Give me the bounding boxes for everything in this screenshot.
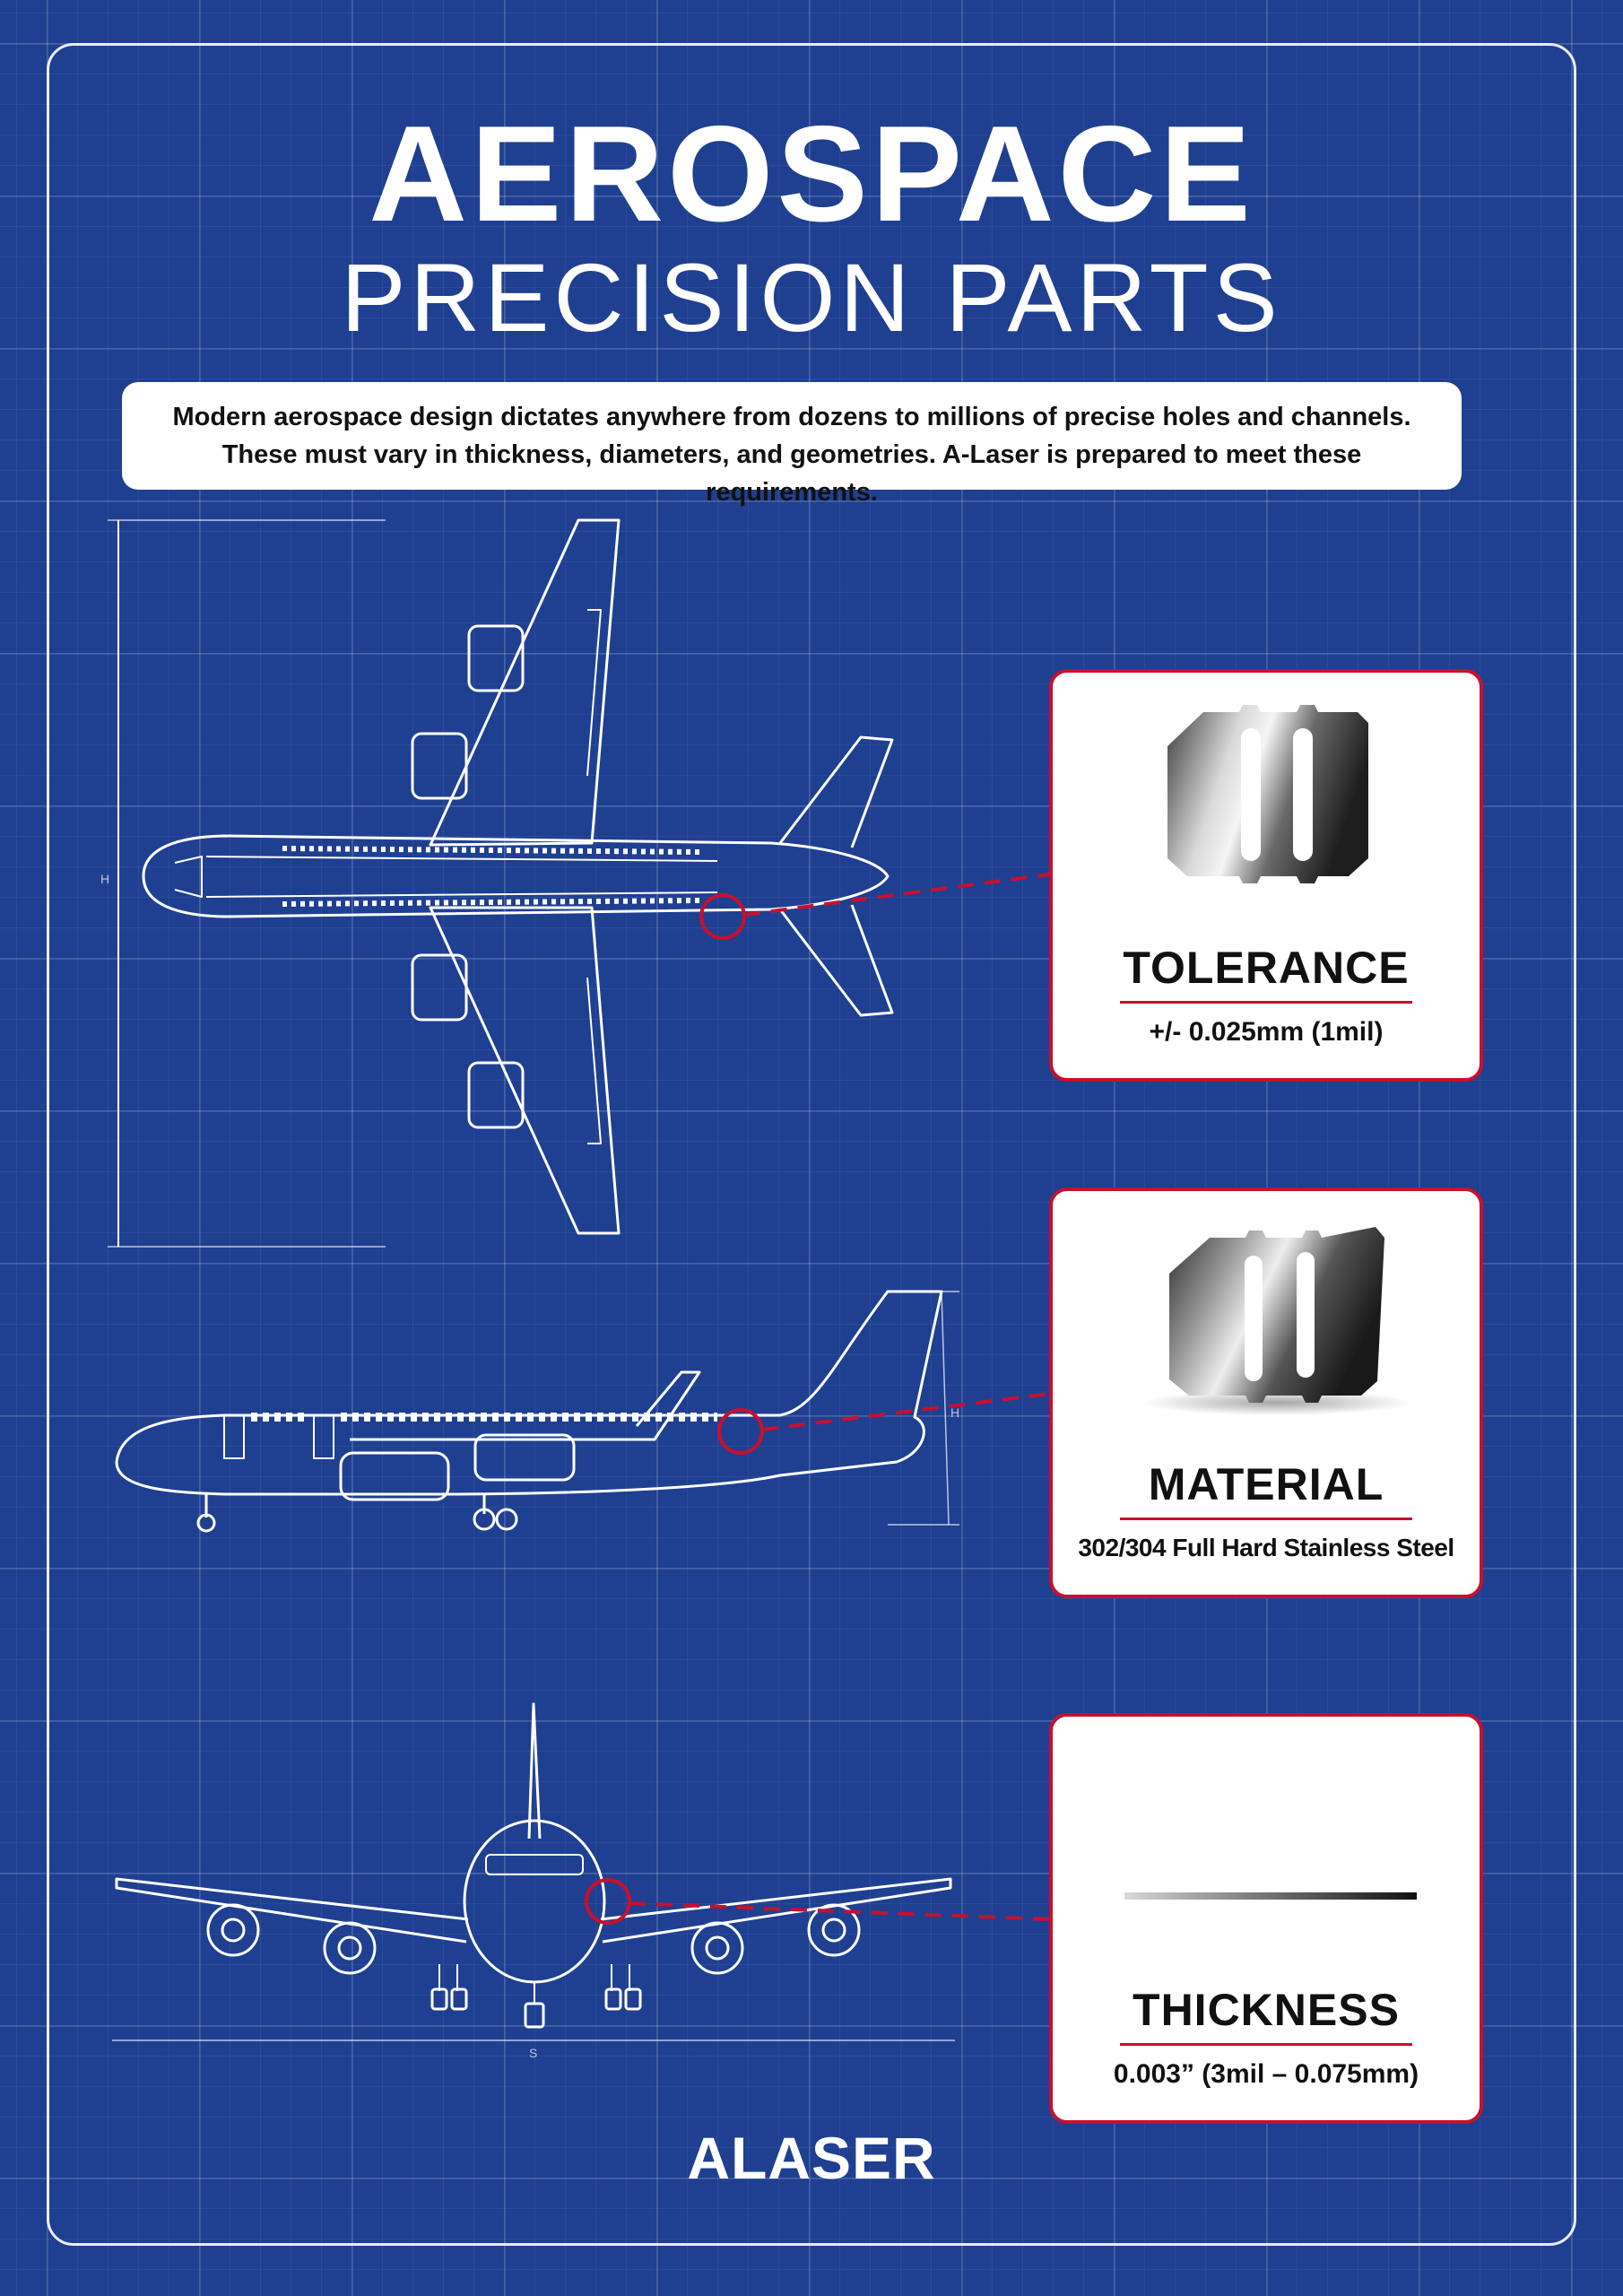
card-label: THICKNESS <box>1133 1985 1400 2035</box>
logo-text: LASER <box>730 2125 936 2191</box>
page-title: AEROSPACE <box>369 98 1254 250</box>
card-divider <box>1120 1518 1412 1520</box>
material-card <box>1049 1187 1483 1598</box>
card-value: +/- 0.025mm (1mil) <box>1149 1017 1384 1047</box>
callout-ring-tolerance <box>701 895 744 938</box>
aircraft-top-view <box>90 502 1076 1274</box>
tolerance-card <box>1049 669 1483 1082</box>
intro-box <box>122 382 1462 507</box>
callout-line-material <box>762 1394 1049 1430</box>
card-divider <box>1120 1001 1412 1004</box>
thickness-card <box>1049 1713 1483 2124</box>
intro-line-2: These must vary in thickness, diameters, and geometries. A-Laser is prepared to meet these requirements. <box>221 440 1362 507</box>
card-label: MATERIAL <box>1148 1459 1384 1509</box>
steel-part-image <box>1053 1211 1480 1426</box>
side-view-dim-label: H <box>950 1405 960 1420</box>
aircraft-front-view <box>99 1695 1076 2072</box>
card-value: 302/304 Full Hard Stainless Steel <box>1078 1534 1454 1561</box>
top-view-dim-label: H <box>100 872 110 886</box>
card-value: 0.003” (3mil – 0.075mm) <box>1113 2059 1419 2089</box>
card-divider <box>1120 2043 1412 2046</box>
front-view-dim-label: S <box>529 2046 538 2060</box>
card-label: TOLERANCE <box>1123 943 1410 993</box>
steel-part-image <box>1053 692 1480 899</box>
page-subtitle: PRECISION PARTS <box>341 243 1282 352</box>
logo-prefix: A <box>687 2125 731 2191</box>
steel-sheet-edge-image <box>1053 1736 1480 1952</box>
a-laser-logo <box>0 2124 1623 2192</box>
callout-ring-thickness <box>586 1880 629 1923</box>
aircraft-side-view <box>99 1283 1076 1552</box>
intro-line-1: Modern aerospace design dictates anywhere from dozens to millions of precise holes and channels. <box>172 403 1411 431</box>
